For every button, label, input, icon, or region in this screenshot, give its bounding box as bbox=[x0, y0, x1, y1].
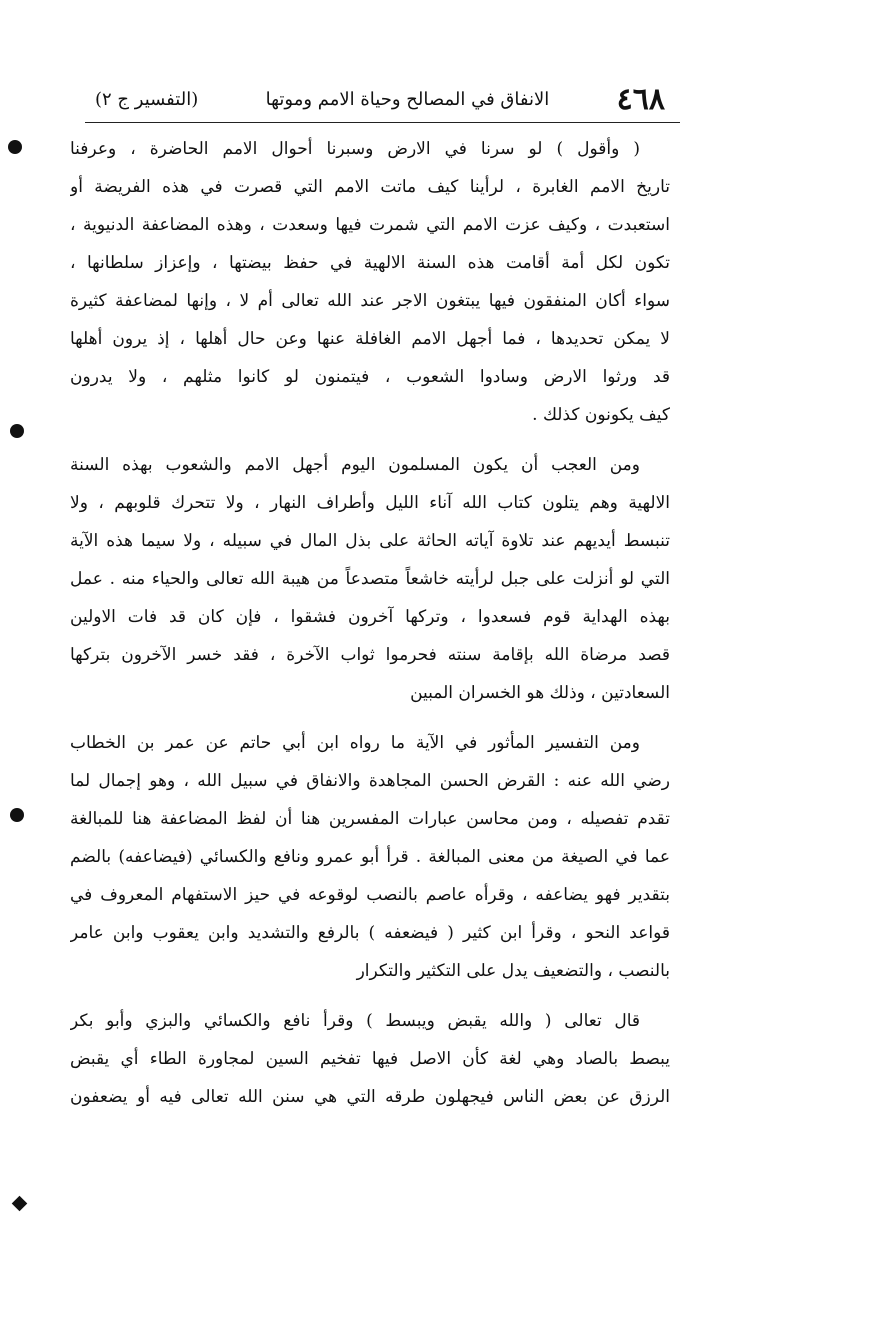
page-header bbox=[95, 82, 665, 116]
text-line: تنبسط أيديهم عند تلاوة آياته الحاثة على بذل المال في سبيله ، ولا سيما هذه الآية bbox=[70, 531, 670, 551]
text-line: ومن العجب أن يكون المسلمون اليوم أجهل الامم والشعوب بهذه السنة bbox=[70, 455, 640, 475]
paragraph-2 bbox=[70, 446, 670, 712]
running-title: الانفاق في المصالح وحياة الامم وموتها bbox=[265, 88, 550, 110]
header-rule bbox=[85, 122, 680, 123]
page-number: ٤٦٨ bbox=[616, 81, 665, 117]
text-line: بالنصب ، والتضعيف يدل على التكثير والتكرار bbox=[356, 961, 670, 981]
text-line: لا يمكن تحديدها ، فما أجهل الامم الغافلة عنها وعن حال أهلها ، إذ يرون أهلها bbox=[70, 329, 670, 349]
text-line: يبصط بالصاد وهي لغة كأن الاصل فيها تفخيم السين لمجاورة الطاء أي يقبض bbox=[70, 1049, 670, 1069]
text-line: سواء أكان المنفقون فيها يبتغون الاجر عند الله تعالى أم لا ، وإنها لمضاعفة كثيرة bbox=[70, 291, 670, 311]
text-line: قواعد النحو ، وقرأ ابن كثير ( فيضعفه ) بالرفع والتشديد وابن يعقوب وابن عامر bbox=[70, 923, 670, 943]
text-line: قصد مرضاة الله بإقامة سنته فحرموا ثواب الآخرة ، فقد خسر الآخرون بتركها bbox=[70, 645, 670, 665]
text-line: الرزق عن بعض الناس فيجهلون طرقه التي هي سنن الله تعالى فيه أو يضعفون bbox=[70, 1087, 670, 1107]
text-line: ومن التفسير المأثور في الآية ما رواه ابن أبي حاتم عن عمر بن الخطاب bbox=[70, 733, 640, 753]
text-line: عما في الصيغة من معنى المبالغة . قرأ أبو عمرو ونافع والكسائي (فيضاعفه) بالضم bbox=[70, 847, 670, 867]
margin-diamond-icon bbox=[12, 1196, 28, 1212]
text-line: التي لو أنزلت على جبل لرأيته خاشعاً متصدعاً من هيبة الله تعالى والحياء منه . عمل bbox=[70, 569, 670, 589]
margin-bullet-icon bbox=[10, 424, 24, 438]
text-line: السعادتين ، وذلك هو الخسران المبين bbox=[410, 683, 670, 703]
text-line: بهذه الهداية قوم فسعدوا ، وتركها آخرون فشقوا ، فإن كان قد فات الاولين bbox=[70, 607, 670, 627]
paragraph-3 bbox=[70, 724, 670, 990]
text-line: تقدم تفصيله ، ومن محاسن عبارات المفسرين هنا أن لفظ المضاعفة هنا للمبالغة bbox=[70, 809, 670, 829]
margin-bullet-icon bbox=[10, 808, 24, 822]
text-line: الالهية وهم يتلون كتاب الله آناء الليل وأطراف النهار ، ولا تتحرك قلوبهم ، ولا bbox=[70, 493, 670, 513]
text-line: قد ورثوا الارض وسادوا الشعوب ، فيتمنون لو كانوا مثلهم ، ولا يدرون bbox=[70, 367, 670, 387]
text-line: ( وأقول ) لو سرنا في الارض وسبرنا أحوال الامم الحاضرة ، وعرفنا bbox=[70, 139, 640, 159]
paragraph-1 bbox=[70, 130, 670, 434]
text-line: استعبدت ، وكيف عزت الامم التي شمرت فيها وسعدت ، وهذه المضاعفة الدنيوية ، bbox=[70, 215, 670, 235]
volume-label: (التفسير ج ٢) bbox=[95, 88, 199, 110]
text-line: رضي الله عنه : القرض الحسن المجاهدة والانفاق في سبيل الله ، وهو إجمال لما bbox=[70, 771, 670, 791]
paragraph-4 bbox=[70, 1002, 670, 1116]
margin-bullet-icon bbox=[8, 140, 22, 154]
text-line: تاريخ الامم الغابرة ، لرأينا كيف ماتت الامم التي قصرت في هذه الفريضة أو bbox=[70, 177, 670, 197]
text-line: كيف يكونون كذلك . bbox=[532, 405, 670, 425]
body-text bbox=[70, 130, 670, 1116]
text-line: تكون لكل أمة أقامت هذه السنة الالهية في حفظ بيضتها ، وإعزاز سلطانها ، bbox=[70, 253, 670, 273]
text-line: بتقدير فهو يضاعفه ، وقرأه عاصم بالنصب لوقوعه في حيز الاستفهام المعروف في bbox=[70, 885, 670, 905]
text-line: قال تعالى ( والله يقبض ويبسط ) وقرأ نافع والكسائي والبزي وأبو بكر bbox=[70, 1011, 640, 1031]
